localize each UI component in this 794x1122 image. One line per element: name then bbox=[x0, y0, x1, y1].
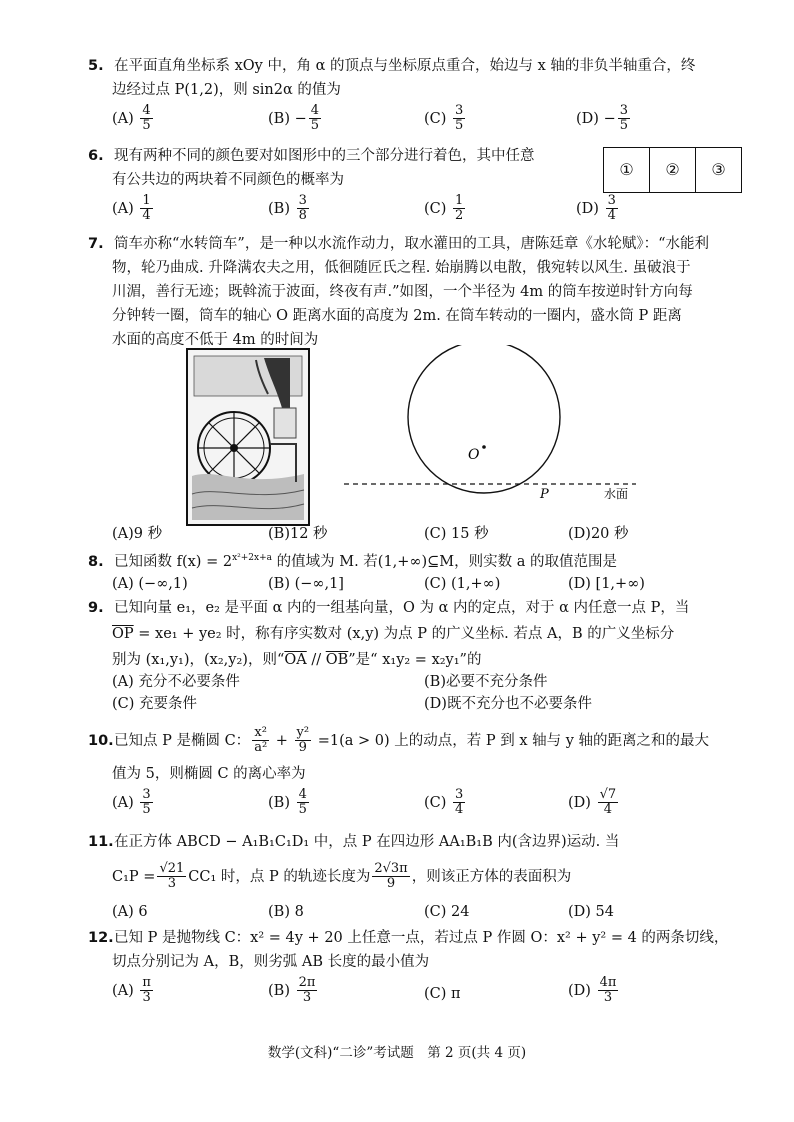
fraction: $\frac{\text{x²}}{\text{a²}}$ bbox=[254, 725, 268, 756]
question-11 bbox=[88, 832, 744, 854]
question-stem-line: 川湄，善行无迹；既斡流于波面，终夜有声.”如图，一个半径为 4m 的筒车按逆时针方向每 bbox=[112, 284, 693, 300]
question-stem: 在正方体 ABCD − A₁B₁C₁D₁ 中，点 P 在四边形 AA₁B₁B 内(含边界)运动. 当 bbox=[114, 834, 620, 850]
fraction: $\frac{4\pi}{3}$ bbox=[599, 975, 617, 1006]
option-b: (B) − $\frac{4}{5}$ bbox=[268, 103, 320, 134]
option-d: (D) 54 bbox=[568, 904, 614, 920]
option-a: (A) $\frac{\pi}{3}$ bbox=[112, 975, 151, 1006]
option-c: (C) $\frac{1}{2}$ bbox=[424, 193, 464, 224]
option-b: (B)12 秒 bbox=[268, 526, 328, 542]
question-stem-line: 分钟转一圈，筒车的轴心 O 距离水面的高度为 2m. 在筒车转动的一圈内，盛水筒 P 距离 bbox=[112, 308, 682, 324]
region-1: ① bbox=[619, 160, 634, 179]
fraction: $\frac{3}{5}$ bbox=[455, 103, 464, 134]
question-6 bbox=[88, 146, 598, 168]
option-b: (B)必要不充分条件 bbox=[424, 674, 548, 690]
exponent: x²+2x+a bbox=[232, 553, 272, 564]
waterwheel-illustration bbox=[186, 348, 310, 526]
option-d: (D) − $\frac{3}{5}$ bbox=[576, 103, 628, 134]
question-number: 5. bbox=[88, 58, 104, 74]
fraction: $\frac{3}{8}$ bbox=[298, 193, 307, 224]
question-stem-line: 切点分别记为 A，B，则劣弧 AB 长度的最小值为 bbox=[112, 954, 430, 970]
question-8: 8. 已知函数 $f(x) = 2^{x^2+2x+a}$ 的值域为 M. 若(1,+∞)⊆M，则实数 a 的取值范围是 bbox=[88, 552, 744, 574]
question-5 bbox=[88, 56, 744, 78]
option-d: (D)既不充分也不必要条件 bbox=[424, 696, 592, 712]
question-stem: 现有两种不同的颜色要对如图形中的三个部分进行着色，其中任意 bbox=[114, 148, 535, 164]
option-d: (D)20 秒 bbox=[568, 526, 629, 542]
question-stem-line: $\overline{OP} = xe_1 + ye_2$ 时，称有序实数对 (x,y) 为点 P 的广义坐标. 若点 A，B 的广义坐标分 bbox=[112, 626, 675, 642]
question-stem: 在平面直角坐标系 xOy 中，角 α 的顶点与坐标原点重合，始边与 x 轴的非负半轴重合，终 bbox=[114, 58, 696, 74]
fraction: $\frac{3}{5}$ bbox=[142, 787, 151, 818]
fraction: $\frac{\pi}{3}$ bbox=[142, 975, 151, 1006]
question-number: 9. bbox=[88, 600, 104, 616]
option-c: (C) π bbox=[424, 986, 461, 1002]
option-b: (B) $\frac{3}{8}$ bbox=[268, 193, 307, 224]
fraction: $\frac{√21}{3}$ bbox=[159, 861, 185, 892]
question-stem-line: 边经过点 P(1,2)，则 sin2α 的值为 bbox=[112, 82, 341, 98]
option-a: (A) $\frac{1}{4}$ bbox=[112, 193, 151, 224]
option-c: (C) 充要条件 bbox=[112, 696, 198, 712]
question-10: 10.已知点 P 是椭圆 C： $\frac{\text{x²}}{\text{a²}}$ + $\frac{\text{y²}}{9}$ =1(a > 0) 上的动点，若 P 到 x 轴与 y 轴的距离之和的最大 bbox=[88, 725, 710, 756]
fraction: $\frac{1}{4}$ bbox=[142, 193, 151, 224]
label-water: 水面 bbox=[604, 487, 629, 501]
question-stem: 已知 P 是抛物线 C：x² = 4y + 20 上任意一点，若过点 P 作圆 O：x² + y² = 4 的两条切线， bbox=[114, 930, 729, 946]
question-number: 11. bbox=[88, 834, 114, 850]
option-a: (A) 6 bbox=[112, 904, 148, 920]
fraction: $\frac{4}{5}$ bbox=[310, 103, 320, 134]
question-stem-line: C₁P = $\frac{√21}{3}$ CC₁ 时，点 P 的轨迹长度为 $\frac{2√3\pi}{9}$ ，则该正方体的表面积为 bbox=[112, 861, 572, 892]
question-stem: 筒车亦称“水转筒车”，是一种以水流作动力，取水灌田的工具，唐陈廷章《水轮赋》：“水能利 bbox=[114, 236, 709, 252]
question-stem-line: 物，轮乃曲成. 升降满农夫之用，低徊随匠氏之程. 始崩腾以电散，俄宛转以风生. 虽破浪于 bbox=[112, 260, 691, 276]
option-a: (A) (−∞,1) bbox=[112, 576, 188, 592]
option-c: (C) (1,+∞) bbox=[424, 576, 501, 592]
question-number: 8. bbox=[88, 554, 104, 570]
fraction: $\frac{3}{4}$ bbox=[455, 787, 464, 818]
page-footer: 数学(文科)“二诊”考试题 第 2 页(共 4 页) bbox=[267, 1045, 527, 1061]
option-d: (D) $\frac{√7}{4}$ bbox=[568, 787, 617, 818]
question-12 bbox=[88, 928, 744, 950]
option-d: (D) $\frac{3}{4}$ bbox=[576, 193, 616, 224]
fraction: $\frac{4}{5}$ bbox=[142, 103, 151, 134]
question-stem-line: 值为 5，则椭圆 C 的离心率为 bbox=[112, 766, 306, 782]
wheel-circle bbox=[408, 345, 560, 493]
question-number: 12. bbox=[88, 930, 114, 946]
axis-center-dot bbox=[482, 445, 486, 449]
fraction: $\frac{2\pi}{3}$ bbox=[298, 975, 316, 1006]
option-d: (D) $\frac{4\pi}{3}$ bbox=[568, 975, 617, 1006]
question-9 bbox=[88, 598, 744, 620]
option-a: (A)9 秒 bbox=[112, 526, 163, 542]
fraction: $\frac{2√3\pi}{9}$ bbox=[374, 861, 408, 892]
option-c: (C) 15 秒 bbox=[424, 526, 489, 542]
option-b: (B) $\frac{4}{5}$ bbox=[268, 787, 307, 818]
fraction: $\frac{3}{4}$ bbox=[607, 193, 616, 224]
label-p: P bbox=[540, 487, 549, 502]
question-stem-line: 水面的高度不低于 4m 的时间为 bbox=[112, 332, 319, 348]
vector-ob: $\overline{OB}$ bbox=[325, 652, 349, 668]
option-a: (A) 充分不必要条件 bbox=[112, 674, 240, 690]
option-c: (C) $\frac{3}{5}$ bbox=[424, 103, 464, 134]
question-stem-line: 别为 (x₁,y₁)，(x₂,y₂)，则“$\overline{OA} // \overline{OB}$”是“ x₁y₂ = x₂y₁”的 bbox=[112, 652, 482, 668]
option-a: (A) $\frac{3}{5}$ bbox=[112, 787, 151, 818]
option-b: (B) 8 bbox=[268, 904, 304, 920]
option-b: (B) $\frac{2\pi}{3}$ bbox=[268, 975, 316, 1006]
fraction: $\frac{\text{y²}}{9}$ bbox=[296, 725, 310, 756]
label-o: O bbox=[468, 447, 480, 463]
option-c: (C) $\frac{3}{4}$ bbox=[424, 787, 464, 818]
waterwheel-diagram bbox=[336, 345, 676, 535]
region-3: ③ bbox=[695, 148, 741, 192]
option-b: (B) (−∞,1] bbox=[268, 576, 344, 592]
question-number: 6. bbox=[88, 148, 104, 164]
question-stem-line: 有公共边的两块着不同颜色的概率为 bbox=[112, 172, 344, 188]
question-stem: 已知向量 e₁，e₂ 是平面 α 内的一组基向量，O 为 α 内的定点，对于 α 内任意一点 P，当 bbox=[114, 600, 690, 616]
fraction: $\frac{4}{5}$ bbox=[298, 787, 307, 818]
region-2: ② bbox=[649, 148, 695, 192]
question-number: 7. bbox=[88, 236, 104, 252]
option-c: (C) 24 bbox=[424, 904, 470, 920]
vector-op: $\overline{OP}$ bbox=[112, 626, 134, 642]
fraction: $\frac{3}{5}$ bbox=[619, 103, 628, 134]
fraction: $\frac{1}{2}$ bbox=[455, 193, 464, 224]
coloring-diagram bbox=[603, 147, 742, 193]
question-number: 10. bbox=[88, 732, 114, 749]
vector-oa: $\overline{OA}$ bbox=[284, 652, 307, 668]
question-7 bbox=[88, 234, 744, 256]
fraction: $\frac{√7}{4}$ bbox=[599, 787, 617, 818]
option-d: (D) [1,+∞) bbox=[568, 576, 645, 592]
option-a: (A) $\frac{4}{5}$ bbox=[112, 103, 151, 134]
